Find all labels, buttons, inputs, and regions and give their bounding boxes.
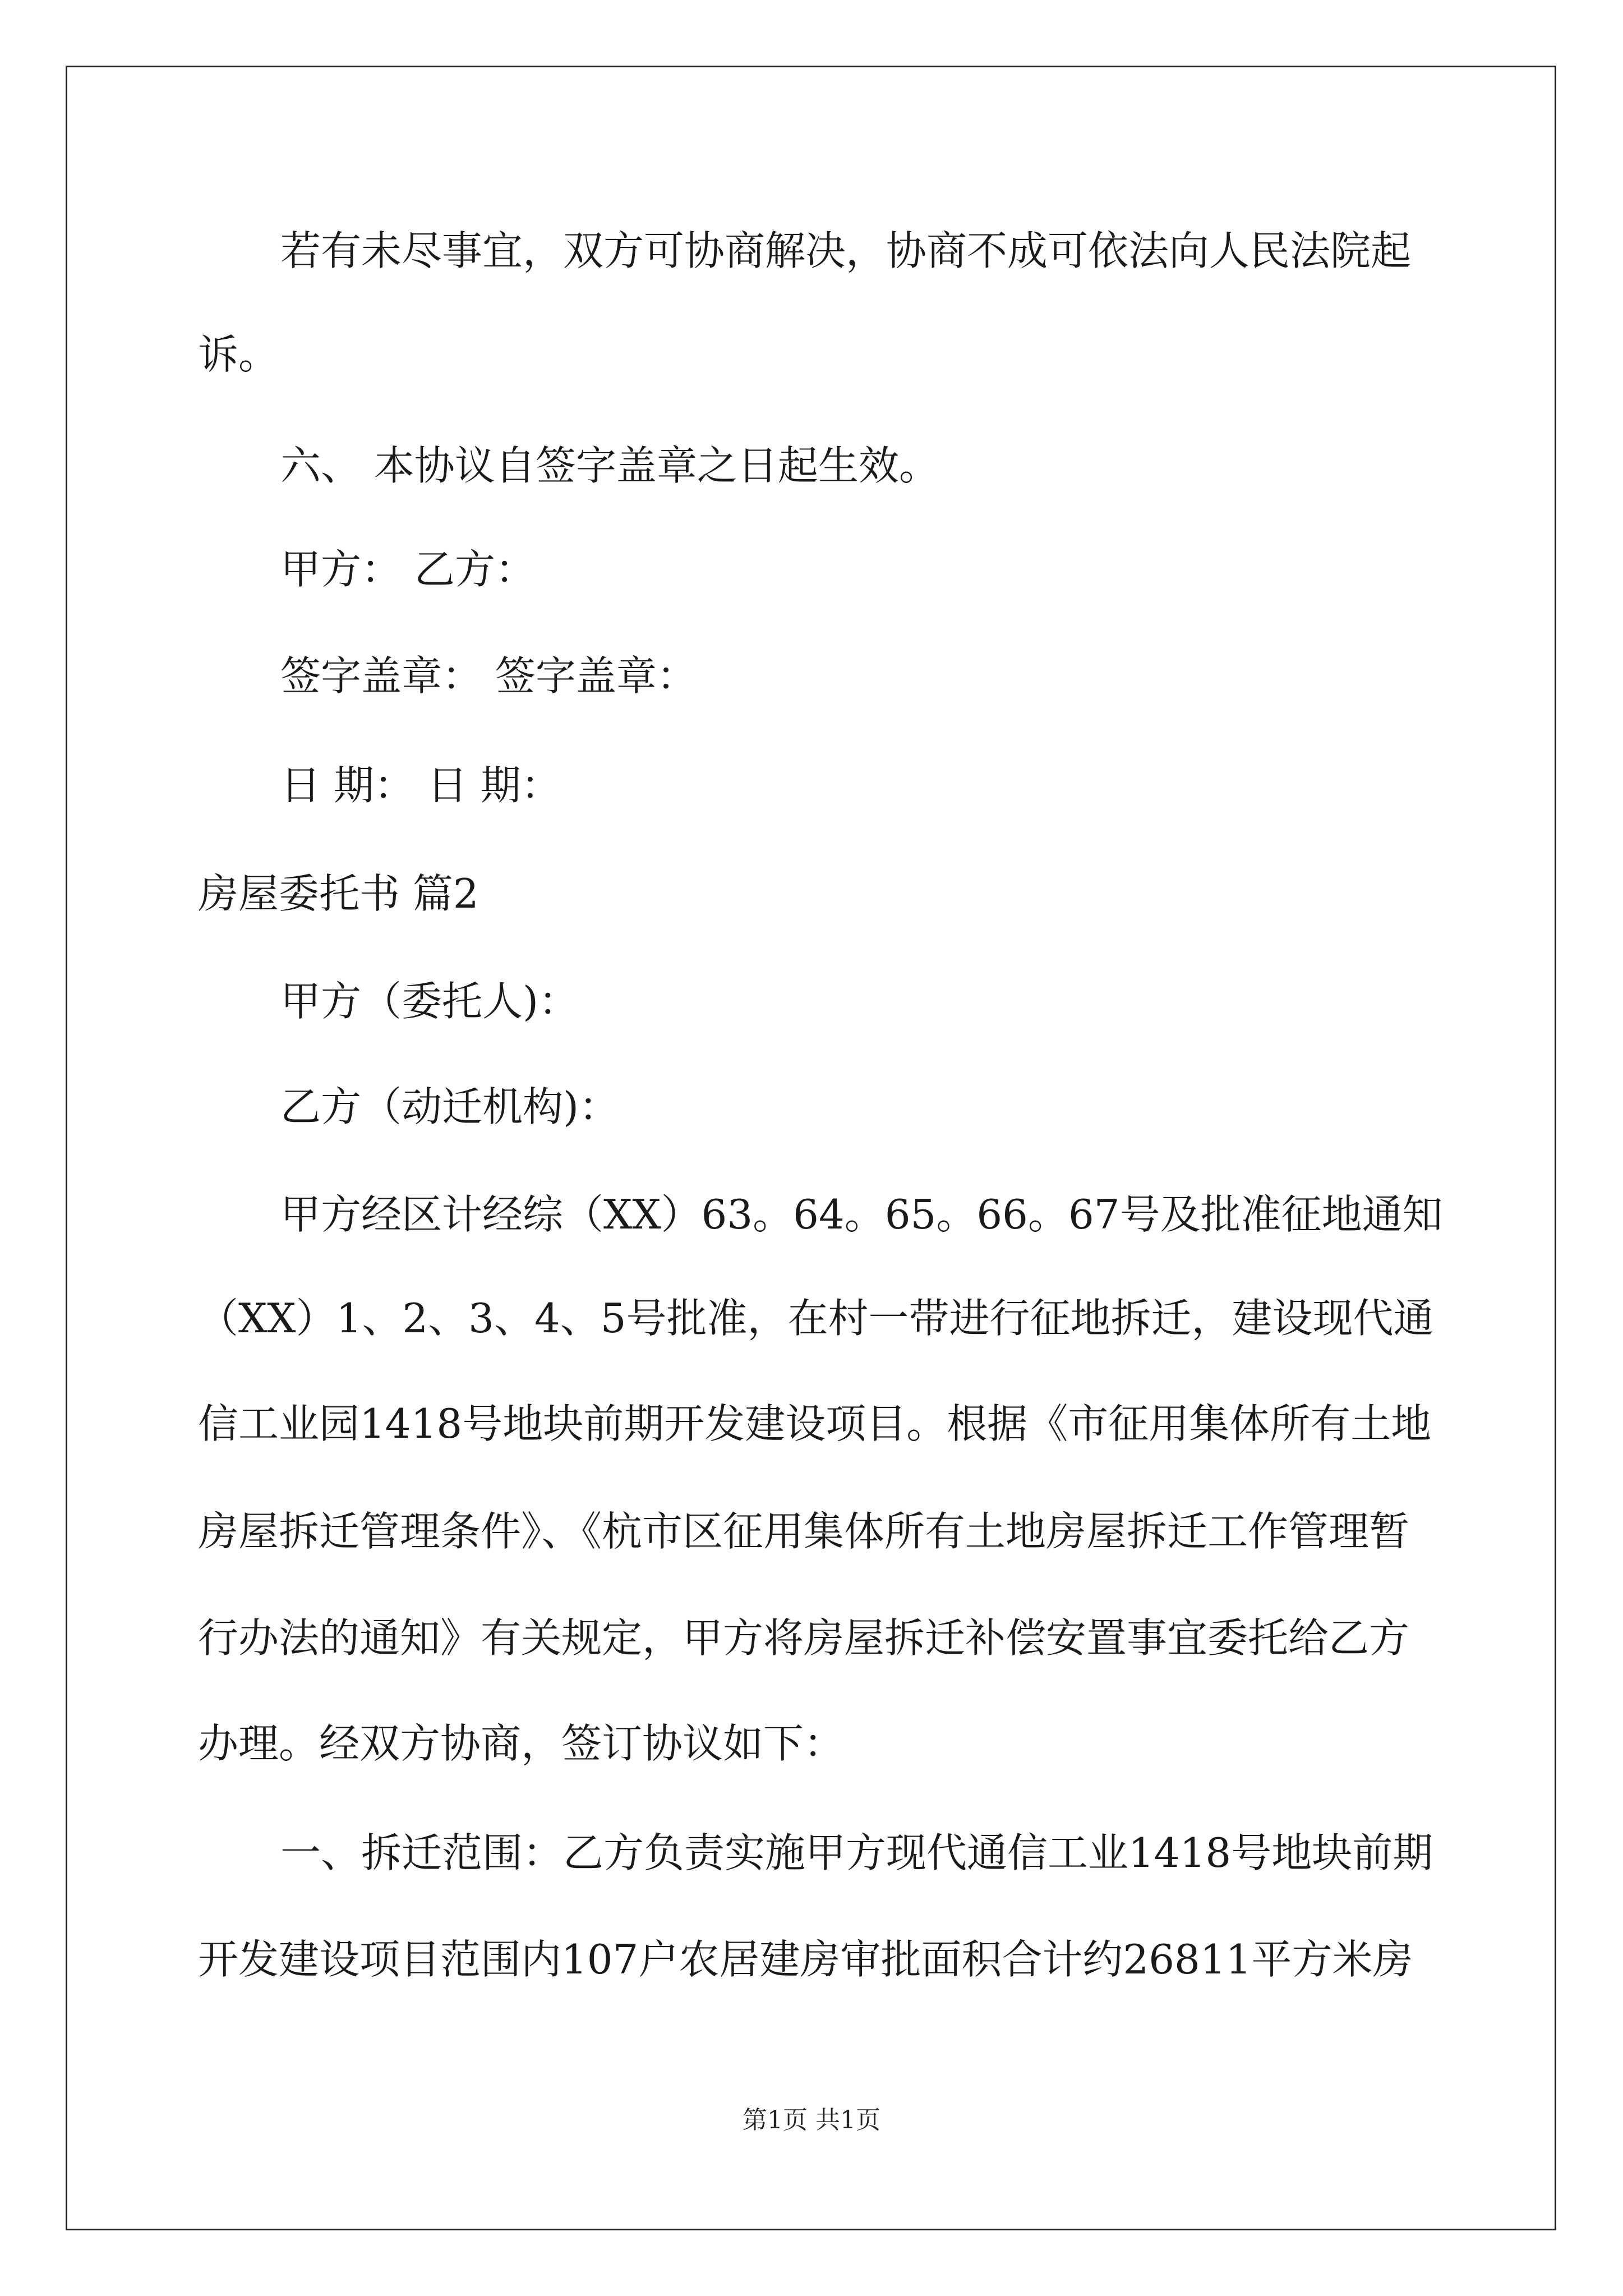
- text-line: 甲方经区计经综（XX）63。64。65。66。67号及批准征地通知: [280, 1191, 1443, 1238]
- text-line: （XX）1、2、3、4、5号批准，在村一带进行征地拆迁，建设现代通: [198, 1295, 1434, 1342]
- text-line: 乙方（动迁机构)：: [280, 1083, 620, 1130]
- text-line: 六、 本协议自签字盖章之日起生效。: [280, 442, 939, 489]
- text-line: 若有未尽事宜，双方可协商解决，协商不成可依法向人民法院起: [280, 227, 1412, 274]
- text-line: 信工业园1418号地块前期开发建设项目。根据《市征用集体所有土地: [198, 1400, 1432, 1447]
- text-line: 诉。: [198, 331, 279, 378]
- text-line: 开发建设项目范围内107户农居建房审批面积合计约26811平方米房: [198, 1936, 1413, 1983]
- page-border: [66, 66, 1556, 2230]
- text-line: 日 期： 日 期：: [280, 762, 561, 809]
- page-footer: 第1页 共1页: [743, 2106, 880, 2134]
- text-line: 一、拆迁范围：乙方负责实施甲方现代通信工业1418号地块前期: [280, 1829, 1433, 1876]
- text-line: 办理。经双方协商，签订协议如下：: [198, 1720, 845, 1767]
- text-line: 甲方： 乙方：: [280, 546, 536, 593]
- text-line: 房屋拆迁管理条件》、《杭市区征用集体所有土地房屋拆迁工作管理暂: [198, 1508, 1410, 1555]
- text-line: 行办法的通知》有关规定，甲方将房屋拆迁补偿安置事宜委托给乙方: [198, 1614, 1410, 1662]
- text-line: 甲方（委托人)：: [280, 978, 579, 1025]
- text-line: 签字盖章： 签字盖章：: [280, 652, 697, 700]
- section-heading: 房屋委托书 篇2: [198, 870, 479, 917]
